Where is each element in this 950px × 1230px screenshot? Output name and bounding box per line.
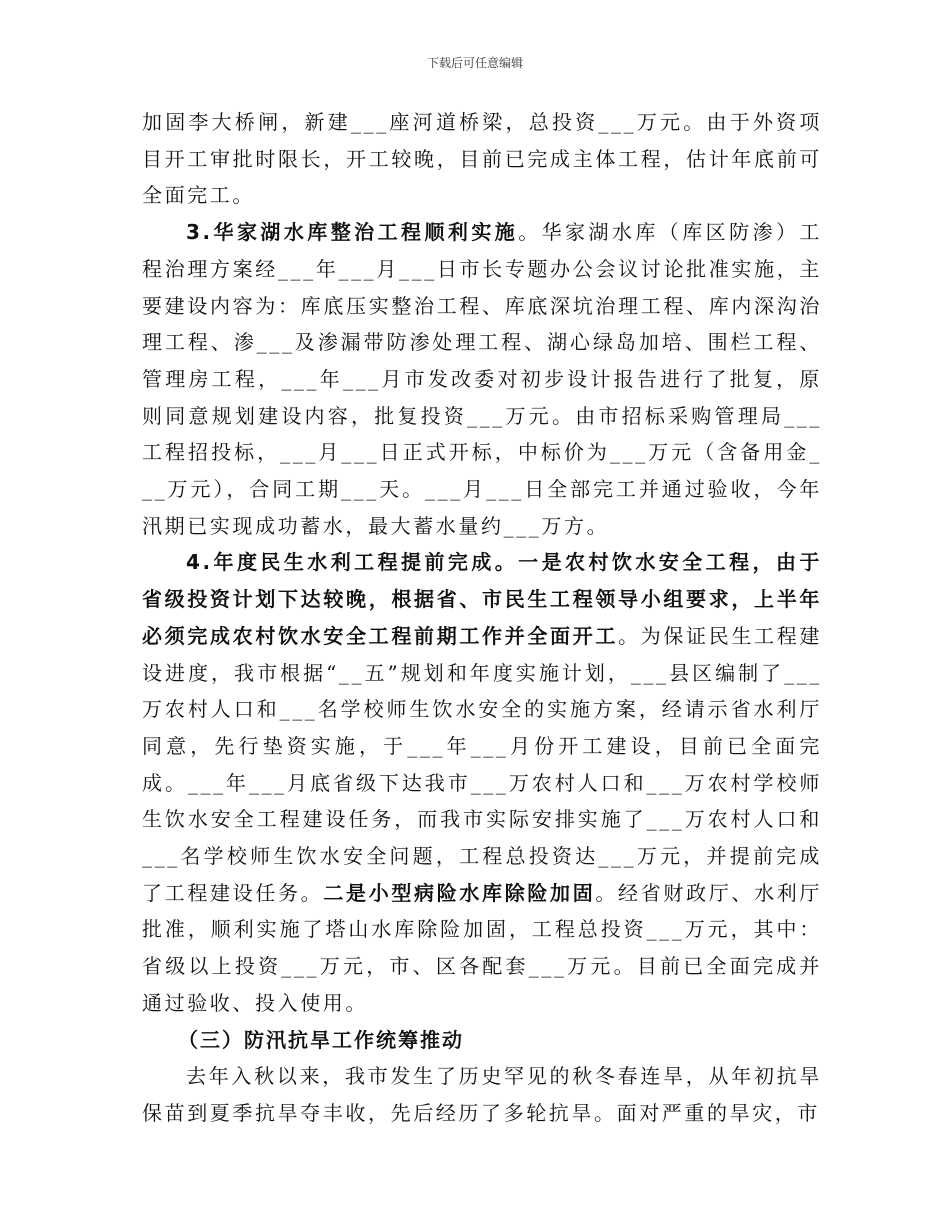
paragraph-3-text-2: 。经省财政厅、水利厅批准，顺利实施了塔山水库除险加固，工程总投资___万元，其中：省级以上投资___万元，市、区各配套___万元。目前已全面完成并通过验收、投入使用。 — [142, 880, 823, 1015]
paragraph-3-text-1: 。为保证民生工程建设进度，我市根据“__五”规划和年度实施计划，___县区编制了___万农村人口和___名学校师生饮水安全的实施方案，经请示省水利厅同意，先行垫资实施，于___年___月份开工建设，目前已全面完成。___年___月底省级下达我市___万农村人口和___万农村学校师生饮水安全工程建设任务，而我市实际安排实施了___万农村人口和___名学校师生饮水安全问题，工程总投资达___万元，并提前完成了工程建设任务。 — [142, 623, 822, 905]
document-body — [142, 104, 822, 1132]
paragraph-3-heading: 4.年度民生水利工程提前完成。一是农村饮水安全工程，由于省级投资计划下达较晚，根据省、市民生工程领导小组要求，上半年必须完成农村饮水安全工程前期工作并全面开工 — [142, 550, 822, 648]
paragraph-2 — [142, 214, 822, 544]
section-heading-3: （三）防汛抗旱工作统筹推动 — [178, 1027, 464, 1052]
paragraph-3-heading-2: 二是小型病险水库除险加固 — [323, 880, 596, 905]
paragraph-2-text: 。华家湖水库（库区防渗）工程治理方案经___年___月___日市长专题办公会议讨论批准实施，主要建设内容为：库底压实整治工程、库底深坑治理工程、库内深沟治理工程、渗___及渗漏带防渗处理工程、湖心绿岛加培、围栏工程、管理房工程，___年___月市发改委对初步设计报告进行了批复，原则同意规划建设内容，批复投资___万元。由市招标采购管理局___工程招投标，___月___日正式开标，中标价为___万元（含备用金___万元），合同工期___天。___月___日全部完工并通过验收，今年汛期已实现成功蓄水，最大蓄水量约___万方。 — [142, 220, 822, 538]
paragraph-2-heading: 3.华家湖水库整治工程顺利实施 — [186, 220, 519, 245]
page-header: 下载后可任意编辑 — [426, 56, 523, 70]
paragraph-1: 加固李大桥闸，新建___座河道桥梁，总投资___万元。由于外资项目开工审批时限长，开工较晚，目前已完成主体工程，估计年底前可全面完工。 — [142, 110, 822, 208]
paragraph-4: 去年入秋以来，我市发生了历史罕见的秋冬春连旱，从年初抗旱保苗到夏季抗旱夺丰收，先后经历了多轮抗旱。面对严重的旱灾，市 — [142, 1064, 822, 1125]
paragraph-3 — [142, 544, 822, 1021]
